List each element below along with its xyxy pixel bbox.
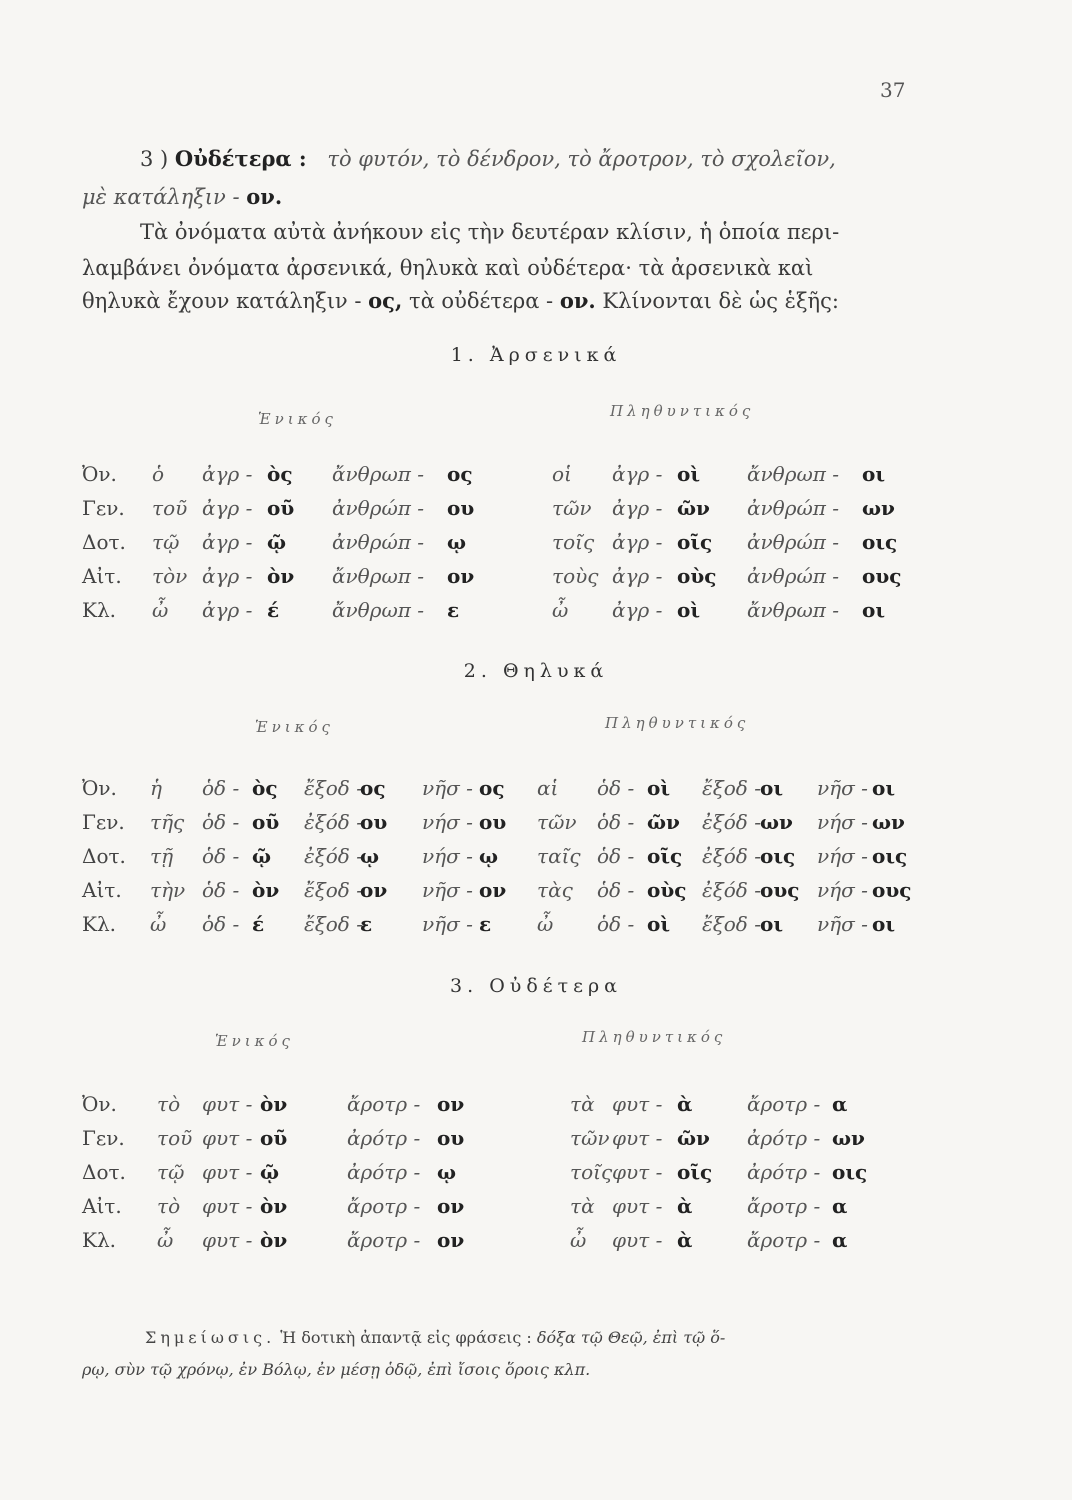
article: τὸ <box>157 1194 181 1218</box>
article: τὴν <box>150 878 186 902</box>
intro-ending: ος, <box>368 288 403 313</box>
intro-line-3 <box>82 222 912 243</box>
word-ending: ος <box>479 776 505 800</box>
word-ending: ος <box>360 776 386 800</box>
declension-row <box>82 912 912 942</box>
word-ending: οι <box>872 776 896 800</box>
word-stem: ἄροτρ - <box>747 1194 821 1218</box>
word-ending: ος <box>447 462 473 486</box>
word-ending: ὸν <box>260 1092 288 1116</box>
word-ending: ου <box>447 496 475 520</box>
word-stem: φυτ - <box>202 1160 253 1184</box>
word-stem: ἀνθρώπ - <box>747 496 840 520</box>
word-ending: ους <box>862 564 902 588</box>
word-ending: ων <box>872 810 905 834</box>
case-label: Γεν. <box>82 496 125 520</box>
article: ἡ <box>150 776 162 800</box>
case-label: Δοτ. <box>82 844 126 868</box>
word-stem: ἐξόδ - <box>702 810 761 834</box>
word-stem: ἀνθρώπ - <box>332 496 425 520</box>
case-label: Ὀν. <box>82 776 117 800</box>
article: τοῖς <box>552 530 595 554</box>
article: τῶν <box>537 810 577 834</box>
word-stem: φυτ - <box>202 1194 253 1218</box>
intro-text: Κλίνονται δὲ ὡς ἑξῆς: <box>602 289 839 313</box>
word-ending: οὶ <box>677 598 701 622</box>
case-label: Κλ. <box>82 1228 116 1252</box>
word-stem: ἀγρ - <box>202 598 253 622</box>
singular-header: Ἑνικός <box>215 1032 294 1050</box>
intro-prefix: 3 ) <box>140 147 169 171</box>
word-stem: νῆσ - <box>422 912 473 936</box>
word-ending: α <box>832 1092 848 1116</box>
note-line-2: ρῳ, σὺν τῷ χρόνῳ, ἐν Βόλῳ, ἐν μέσῃ ὁδῷ, ἐπὶ ἴσοις ὅροις κλπ. <box>82 1360 591 1379</box>
word-stem: ἄνθρωπ - <box>332 598 425 622</box>
word-stem: ὁδ - <box>597 810 635 834</box>
word-stem: νήσ - <box>817 810 868 834</box>
word-stem: ὁδ - <box>597 878 635 902</box>
word-ending: οὺς <box>677 564 717 588</box>
singular-header: Ἑνικός <box>258 410 337 428</box>
section-title: 2. Θηλυκά <box>463 660 609 682</box>
note-examples: δόξα τῷ Θεῷ, ἐπὶ τῷ ὅ- <box>536 1328 726 1347</box>
word-ending: οι <box>760 912 784 936</box>
word-ending: ου <box>360 810 388 834</box>
word-ending: ῷ <box>252 844 272 868</box>
intro-text: Τὰ ὀνόματα αὐτὰ ἀνήκουν εἰς τὴν δευτέραν κλίσιν, ἡ ὁποία περι- <box>140 220 840 244</box>
word-stem: ἄροτρ - <box>747 1228 821 1252</box>
word-ending: ον <box>447 564 475 588</box>
word-stem: ὁδ - <box>202 878 240 902</box>
article: τῇ <box>150 844 174 868</box>
word-stem: ἀγρ - <box>202 496 253 520</box>
word-ending: ων <box>832 1126 865 1150</box>
declension-row <box>82 1126 912 1156</box>
word-stem: φυτ - <box>202 1126 253 1150</box>
word-stem: ὁδ - <box>597 844 635 868</box>
word-ending: ον <box>360 878 388 902</box>
declension-row <box>82 462 912 492</box>
word-stem: ἔξοδ - <box>702 776 761 800</box>
word-stem: ἀνθρώπ - <box>332 530 425 554</box>
article: τοῦ <box>157 1126 193 1150</box>
intro-ending: ον. <box>559 288 596 313</box>
article: ὦ <box>570 1228 587 1252</box>
word-ending: ὸς <box>267 462 293 486</box>
word-ending: ους <box>872 878 912 902</box>
word-ending: ε <box>360 912 373 936</box>
word-ending: α <box>832 1194 848 1218</box>
article: τοὺς <box>552 564 599 588</box>
word-ending: οι <box>862 598 886 622</box>
intro-text: τὰ οὐδέτερα - <box>408 289 554 313</box>
article: ὁ <box>152 462 165 486</box>
declension-row <box>82 598 912 628</box>
word-stem: φυτ - <box>612 1126 663 1150</box>
word-stem: νῆσ - <box>422 776 473 800</box>
word-ending: οὶ <box>647 776 671 800</box>
page-number: 37 <box>880 78 906 102</box>
declension-row <box>82 1092 912 1122</box>
word-stem: ὁδ - <box>202 810 240 834</box>
word-ending: οὶ <box>677 462 701 486</box>
article: ταῖς <box>537 844 581 868</box>
word-ending: ων <box>862 496 895 520</box>
word-ending: ους <box>760 878 800 902</box>
declension-row <box>82 1194 912 1224</box>
word-stem: ἀρότρ - <box>747 1126 821 1150</box>
word-ending: ον <box>437 1194 465 1218</box>
word-stem: ἐξόδ - <box>702 878 761 902</box>
word-ending: ῶν <box>647 810 680 834</box>
word-stem: νήσ - <box>422 810 473 834</box>
word-ending: ὸν <box>260 1228 288 1252</box>
word-ending: ε <box>479 912 492 936</box>
declension-row <box>82 878 912 908</box>
word-ending: ὸν <box>260 1194 288 1218</box>
word-stem: ἄροτρ - <box>747 1092 821 1116</box>
singular-header: Ἑνικός <box>255 718 334 736</box>
word-stem: ἐξόδ - <box>304 810 363 834</box>
declension-row <box>82 1160 912 1190</box>
word-stem: νήσ - <box>817 844 868 868</box>
word-ending: ον <box>437 1092 465 1116</box>
case-label: Αἰτ. <box>82 878 122 902</box>
article: τοῖς <box>570 1160 613 1184</box>
plural-header: Πληθυντικός <box>582 1028 727 1046</box>
article: ὦ <box>152 598 169 622</box>
intro-text: θηλυκὰ ἔχουν κατάληξιν - <box>82 289 362 313</box>
word-stem: ὁδ - <box>202 844 240 868</box>
word-ending: ὰ <box>677 1092 693 1116</box>
word-ending: ον <box>437 1228 465 1252</box>
word-ending: οῦ <box>252 810 280 834</box>
word-stem: νῆσ - <box>817 912 868 936</box>
word-ending: ὸν <box>267 564 295 588</box>
word-stem: ἀρότρ - <box>347 1160 421 1184</box>
word-stem: ἀρότρ - <box>347 1126 421 1150</box>
plural-header: Πληθυντικός <box>605 714 750 732</box>
word-ending: οι <box>760 776 784 800</box>
declension-row <box>82 530 912 560</box>
note-text: Ἡ δοτικὴ ἀπαντᾷ εἰς φράσεις : <box>280 1328 532 1347</box>
word-stem: ἄροτρ - <box>347 1194 421 1218</box>
word-stem: ὁδ - <box>597 776 635 800</box>
article: τὰ <box>570 1092 595 1116</box>
word-ending: οις <box>872 844 908 868</box>
word-stem: ἀρότρ - <box>747 1160 821 1184</box>
article: τῆς <box>150 810 185 834</box>
word-ending: έ <box>252 912 265 936</box>
case-label: Αἰτ. <box>82 564 122 588</box>
word-ending: οῖς <box>677 1160 713 1184</box>
word-ending: οῖς <box>647 844 683 868</box>
article: τῶν <box>570 1126 610 1150</box>
word-ending: ῳ <box>479 844 499 868</box>
article: ὦ <box>150 912 167 936</box>
case-label: Γεν. <box>82 810 125 834</box>
word-stem: ἀγρ - <box>202 530 253 554</box>
word-stem: ἔξοδ - <box>304 776 363 800</box>
word-stem: ἀνθρώπ - <box>747 530 840 554</box>
word-stem: ὁδ - <box>202 912 240 936</box>
word-stem: ἔξοδ - <box>304 878 363 902</box>
intro-line-4 <box>82 258 912 279</box>
word-ending: ὸς <box>252 776 278 800</box>
plural-header: Πληθυντικός <box>610 402 755 420</box>
word-ending: ῳ <box>360 844 380 868</box>
word-stem: φυτ - <box>202 1092 253 1116</box>
word-stem: ἔξοδ - <box>304 912 363 936</box>
word-stem: νῆσ - <box>817 776 868 800</box>
word-ending: ῷ <box>260 1160 280 1184</box>
word-ending: ου <box>479 810 507 834</box>
intro-line-2 <box>82 186 912 208</box>
word-stem: ἀγρ - <box>612 530 663 554</box>
intro-examples: τὸ φυτόν, τὸ δένδρον, τὸ ἄροτρον, τὸ σχολεῖον, <box>327 147 836 171</box>
declension-row <box>82 496 912 526</box>
article: τὰ <box>570 1194 595 1218</box>
word-stem: ἄνθρωπ - <box>332 564 425 588</box>
word-ending: οὺς <box>647 878 687 902</box>
word-stem: ἄροτρ - <box>347 1092 421 1116</box>
word-stem: ἀγρ - <box>612 564 663 588</box>
word-ending: οι <box>862 462 886 486</box>
word-stem: φυτ - <box>612 1228 663 1252</box>
declension-row <box>82 810 912 840</box>
word-stem: νῆσ - <box>422 878 473 902</box>
word-ending: α <box>832 1228 848 1252</box>
word-stem: ἐξόδ - <box>304 844 363 868</box>
case-label: Κλ. <box>82 912 116 936</box>
article: τῷ <box>157 1160 185 1184</box>
word-stem: ἀγρ - <box>202 462 253 486</box>
word-ending: ῳ <box>437 1160 457 1184</box>
note-label: Σημείωσις. <box>145 1328 276 1347</box>
section-title: 3. Οὐδέτερα <box>450 975 622 997</box>
word-ending: οῖς <box>677 530 713 554</box>
word-ending: οις <box>862 530 898 554</box>
word-ending: ε <box>447 598 460 622</box>
word-ending: οῦ <box>260 1126 288 1150</box>
word-stem: ἐξόδ - <box>702 844 761 868</box>
declension-row <box>82 564 912 594</box>
note-line-1 <box>145 1328 725 1347</box>
word-stem: φυτ - <box>612 1160 663 1184</box>
declension-row <box>82 776 912 806</box>
word-ending: ὰ <box>677 1194 693 1218</box>
intro-line-5 <box>82 290 912 312</box>
article: τῶν <box>552 496 592 520</box>
case-label: Δοτ. <box>82 530 126 554</box>
case-label: Γεν. <box>82 1126 125 1150</box>
article: τὸν <box>152 564 188 588</box>
word-ending: οὶ <box>647 912 671 936</box>
word-stem: ἀνθρώπ - <box>747 564 840 588</box>
word-ending: ὰ <box>677 1228 693 1252</box>
word-stem: ἔξοδ - <box>702 912 761 936</box>
case-label: Δοτ. <box>82 1160 126 1184</box>
word-ending: οῦ <box>267 496 295 520</box>
word-stem: φυτ - <box>612 1092 663 1116</box>
word-stem: φυτ - <box>612 1194 663 1218</box>
word-stem: νήσ - <box>817 878 868 902</box>
word-stem: ἀγρ - <box>612 598 663 622</box>
article: οἱ <box>552 462 572 486</box>
word-ending: οι <box>872 912 896 936</box>
word-ending: ον <box>479 878 507 902</box>
word-ending: ῳ <box>447 530 467 554</box>
intro-heading: Οὐδέτερα : <box>174 146 307 171</box>
word-stem: φυτ - <box>202 1228 253 1252</box>
case-label: Αἰτ. <box>82 1194 122 1218</box>
case-label: Ὀν. <box>82 462 117 486</box>
article: ὦ <box>552 598 569 622</box>
word-stem: νήσ - <box>422 844 473 868</box>
word-stem: ἄροτρ - <box>347 1228 421 1252</box>
article: ὦ <box>157 1228 174 1252</box>
word-ending: οις <box>832 1160 868 1184</box>
word-ending: ου <box>437 1126 465 1150</box>
declension-row <box>82 1228 912 1258</box>
article: τὰς <box>537 878 573 902</box>
case-label: Κλ. <box>82 598 116 622</box>
word-stem: ὁδ - <box>597 912 635 936</box>
word-ending: οις <box>760 844 796 868</box>
word-ending: έ <box>267 598 280 622</box>
intro-text: λαμβάνει ὀνόματα ἀρσενικά, θηλυκὰ καὶ οὐδέτερα· τὰ ἀρσενικὰ καὶ <box>82 256 814 280</box>
word-stem: ἀγρ - <box>202 564 253 588</box>
word-stem: ἀγρ - <box>612 496 663 520</box>
article: αἱ <box>537 776 559 800</box>
word-stem: ἄνθρωπ - <box>747 598 840 622</box>
article: τοῦ <box>152 496 188 520</box>
declension-row <box>82 844 912 874</box>
article: τῷ <box>152 530 180 554</box>
article: ὦ <box>537 912 554 936</box>
word-ending: ῶν <box>677 496 710 520</box>
intro-ending-label: μὲ κατάληξιν - <box>82 185 240 209</box>
word-ending: ων <box>760 810 793 834</box>
word-ending: ὸν <box>252 878 280 902</box>
intro-line-1 <box>82 148 912 170</box>
word-stem: ἄνθρωπ - <box>747 462 840 486</box>
section-title: 1. Ἀρσενικά <box>450 344 622 366</box>
word-stem: ἄνθρωπ - <box>332 462 425 486</box>
intro-ending: ον. <box>246 184 283 209</box>
word-stem: ὁδ - <box>202 776 240 800</box>
case-label: Ὀν. <box>82 1092 117 1116</box>
article: τὸ <box>157 1092 181 1116</box>
word-stem: ἀγρ - <box>612 462 663 486</box>
word-ending: ῶν <box>677 1126 710 1150</box>
word-ending: ῷ <box>267 530 287 554</box>
